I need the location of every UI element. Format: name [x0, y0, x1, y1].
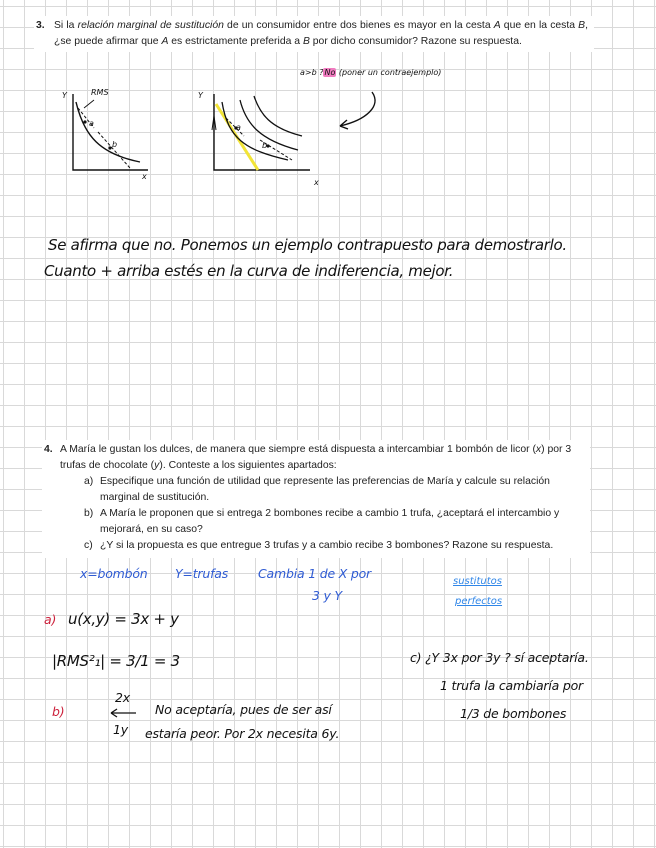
question-4-item-c: c) ¿Y si la propuesta es que entregue 3 trufas y a cambio recibe 3 bombones? Razone su respuesta.: [84, 540, 554, 551]
question-4-items: [44, 474, 584, 554]
graph1-rms-label: RMS: [91, 88, 109, 97]
q3-answer-line-1: Se afirma que no. Ponemos un ejemplo contrapuesto para demostrarlo.: [48, 236, 567, 254]
answer-b-top: 2x: [115, 690, 130, 705]
exchange-arrow-icon: [108, 708, 138, 718]
answer-a-label: a): [44, 612, 57, 627]
graph2-y-label: Y: [198, 91, 203, 100]
question-4-item-a: a) Especifique una función de utilidad que represente las preferencias de María y calcule su relación marginal de sustitución.: [84, 476, 550, 503]
def-y: Y=trufas: [175, 566, 229, 581]
question-3-number: 3.: [36, 20, 45, 31]
answer-c-line-1: c) ¿Y 3x por 3y ? sí aceptaría.: [410, 650, 589, 665]
note-no-highlight: No: [324, 68, 336, 77]
question-3-text: Si la relación marginal de sustitución de un consumidor entre dos bienes es mayor en la cesta A que en la cesta B, ¿se puede afirmar que A es estrictamente preferida a B por dicho consumidor? Razone su respuesta.: [54, 20, 588, 47]
question-3: [34, 16, 594, 52]
answer-b-line-2: estaría peor. Por 2x necesita 6y.: [145, 726, 340, 741]
utility-function: u(x,y) = 3x + y: [68, 610, 179, 628]
graph2-x-label: x: [314, 178, 319, 187]
term-rms: relación marginal de sustitución: [77, 20, 224, 31]
answer-c-line-2: 1 trufa la cambiaría por: [440, 678, 583, 693]
question-4-item-b: b) A María le proponen que si entrega 2 bombones recibe a cambio 1 trufa, ¿aceptará el intercambio y mejorará, en su caso?: [84, 508, 560, 535]
perfect-substitutes-2: perfectos: [455, 596, 503, 607]
q3-answer-line-2: Cuanto + arriba estés en la curva de indiferencia, mejor.: [44, 262, 454, 280]
curved-arrow-icon: [330, 88, 380, 133]
question-4-number: 4.: [44, 444, 53, 455]
graph2-point-b: b: [262, 141, 268, 150]
cambia-line-2: 3 y Y: [312, 588, 342, 603]
graph1-point-a: a: [89, 119, 94, 128]
answer-b-bottom: 1y: [113, 722, 128, 737]
indifference-graph-2: [200, 88, 320, 188]
indifference-graph-1: [60, 88, 160, 183]
cambia-line-1: Cambia 1 de X por: [258, 566, 371, 581]
rms-value: |RMS²₁| = 3/1 = 3: [52, 652, 180, 670]
answer-c-line-3: 1/3 de bombones: [460, 706, 567, 721]
graph1-x-label: x: [142, 172, 147, 181]
question-4: [42, 440, 590, 558]
graph1-point-b: b: [112, 140, 118, 149]
answer-b-label: b): [52, 704, 65, 719]
note-counterexample: a>b ?No (poner un contraejemplo): [300, 68, 442, 77]
perfect-substitutes-1: sustitutos: [453, 576, 502, 587]
def-x: x=bombón: [80, 566, 148, 581]
answer-b-line-1: No aceptaría, pues de ser así: [155, 702, 332, 717]
graph1-y-label: Y: [62, 91, 67, 100]
question-4-text: A María le gustan los dulces, de manera que siempre está dispuesta a intercambiar 1 bombón de licor (x) por 3 trufas de chocolate (y). Conteste a los siguientes apartados:: [60, 444, 572, 471]
graph2-point-a: a: [236, 123, 241, 132]
